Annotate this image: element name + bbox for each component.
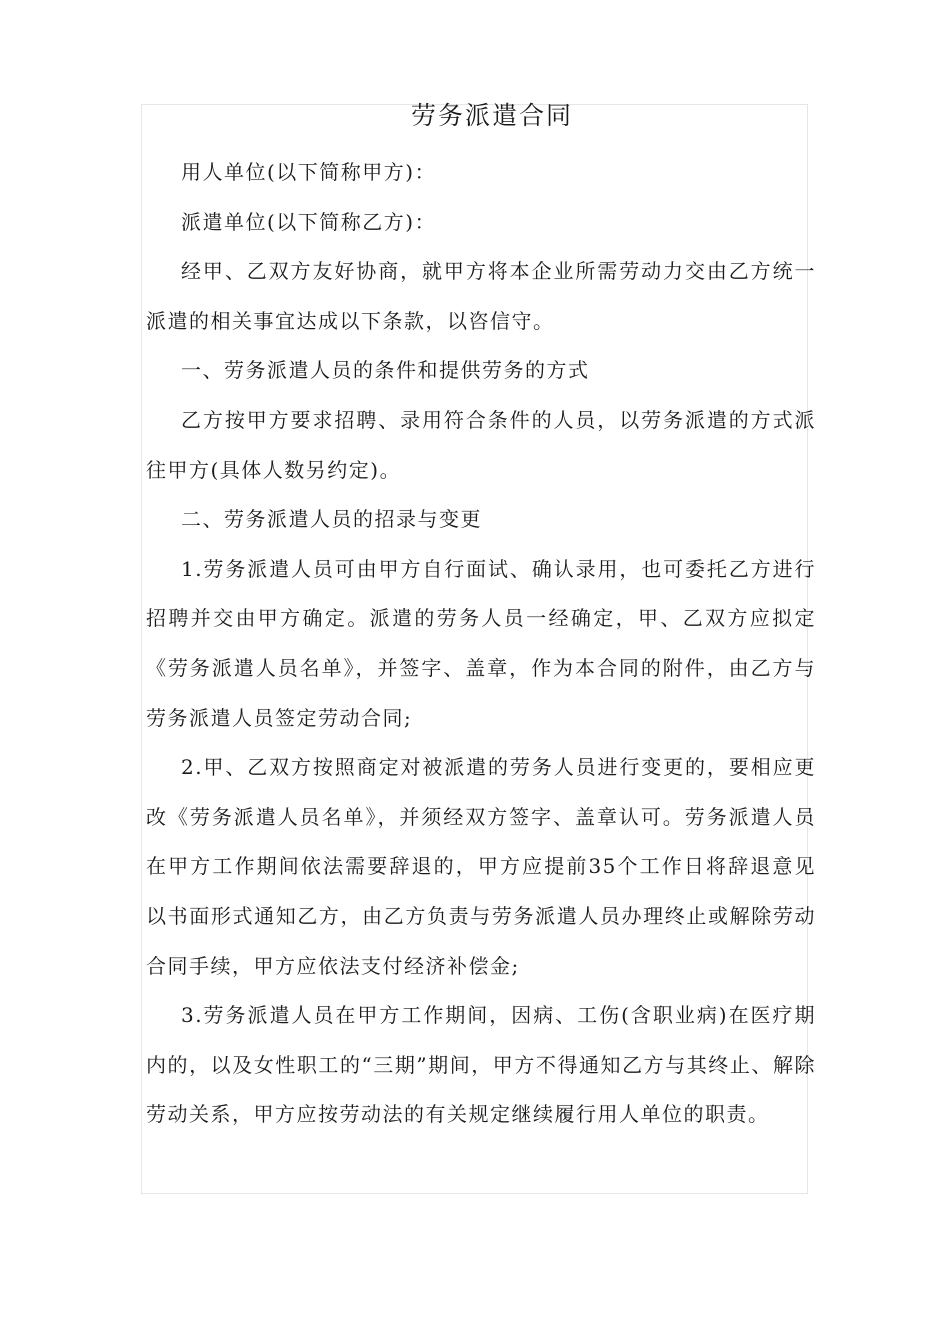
- clause-2: 2.甲、乙双方按照商定对被派遣的劳务人员进行变更的，要相应更改《劳务派遣人员名单》，并须经双方签字、盖章认可。劳务派遣人员在甲方工作期间依法需要辞退的，甲方应提前35个工作日将辞退意见以书面形式通知乙方，由乙方负责与劳务派遣人员办理终止或解除劳动合同手续，甲方应依法支付经济补偿金;: [146, 755, 816, 978]
- document-body: [146, 148, 816, 1140]
- clause-3: 3.劳务派遣人员在甲方工作期间，因病、工伤(含职业病)在医疗期内的，以及女性职工的“三期”期间，甲方不得通知乙方与其终止、解除劳动关系，甲方应按劳动法的有关规定继续履行用人单位的职责。: [146, 1003, 816, 1127]
- paragraph-dispatcher: 派遣单位(以下简称乙方)：: [181, 209, 437, 234]
- paragraph-employer: 用人单位(以下简称甲方)：: [181, 160, 437, 184]
- paragraph-preamble: 经甲、乙双方友好协商，就甲方将本企业所需劳动力交由乙方统一派遣的相关事宜达成以下条款，以咨信守。: [146, 259, 816, 333]
- section-heading-2: 二、劳务派遣人员的招录与变更: [181, 507, 482, 532]
- document-title: 劳务派遣合同: [410, 101, 573, 130]
- paragraph-section-1: 乙方按甲方要求招聘、录用符合条件的人员，以劳务派遣的方式派往甲方(具体人数另约定)。: [146, 407, 816, 482]
- clause-1: 1.劳务派遣人员可由甲方自行面试、确认录用，也可委托乙方进行招聘并交由甲方确定。派遣的劳务人员一经确定，甲、乙双方应拟定《劳务派遣人员名单》，并签字、盖章，作为本合同的附件，由乙方与劳务派遣人员签定劳动合同;: [146, 556, 816, 730]
- section-heading-1: 一、劳务派遣人员的条件和提供劳务的方式: [181, 358, 590, 383]
